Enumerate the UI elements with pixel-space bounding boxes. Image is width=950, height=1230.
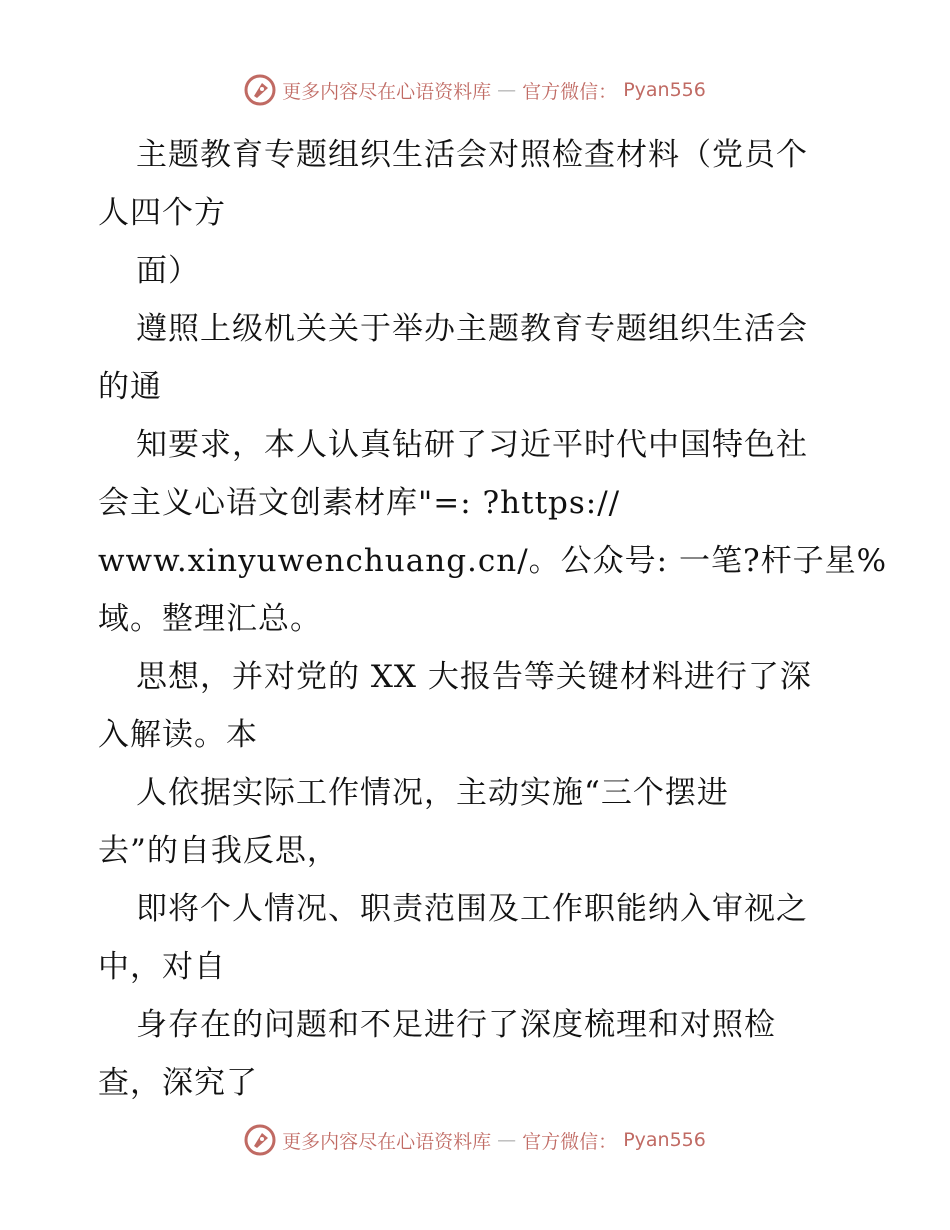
watermark-wechat-id: Pyan556 xyxy=(623,1129,706,1151)
watermark-brand-text: 更多内容尽在心语资料库 xyxy=(282,1130,492,1153)
doc-line: 知要求，本人认真钻研了习近平时代中国特色社 xyxy=(136,427,808,463)
watermark-banner-bottom xyxy=(0,1120,950,1160)
doc-line: 人依据实际工作情况，主动实施“三个摆进 xyxy=(136,775,729,811)
watermark-wechat-label: 官方微信： xyxy=(522,1130,618,1153)
doc-line-title-2: 人四个方 xyxy=(98,195,226,231)
doc-line-title-3: 面） xyxy=(136,253,200,289)
doc-line-url: www.xinyuwenchuang.cn/。公众号: 一笔?杆子星% xyxy=(98,543,888,579)
doc-line: 中，对自 xyxy=(98,949,226,985)
watermark-separator: — xyxy=(497,1129,517,1151)
doc-line: 思想，并对党的 XX 大报告等关键材料进行了深 xyxy=(136,659,812,695)
watermark-separator: — xyxy=(497,79,517,101)
doc-line: 入解读。本 xyxy=(98,717,258,753)
watermark-wechat-label: 官方微信： xyxy=(522,80,618,103)
fountain-pen-nib-icon xyxy=(244,1124,276,1156)
watermark-wechat-id: Pyan556 xyxy=(623,79,706,101)
fountain-pen-nib-icon xyxy=(244,74,276,106)
document-body xyxy=(98,126,888,1112)
doc-line: 查，深究了 xyxy=(98,1065,258,1101)
doc-line: 的通 xyxy=(98,369,162,405)
doc-line: 身存在的问题和不足进行了深度梳理和对照检 xyxy=(136,1007,776,1043)
watermark-banner-top xyxy=(0,70,950,110)
watermark-brand-text: 更多内容尽在心语资料库 xyxy=(282,80,492,103)
doc-line: 会主义心语文创素材库"=: ?https:// xyxy=(98,485,621,521)
doc-line: 即将个人情况、职责范围及工作职能纳入审视之 xyxy=(136,891,808,927)
doc-line: 去”的自我反思， xyxy=(98,833,339,869)
doc-line: 遵照上级机关关于举办主题教育专题组织生活会 xyxy=(136,311,808,347)
doc-line-title-1: 主题教育专题组织生活会对照检查材料（党员个 xyxy=(136,137,808,173)
doc-line: 域。整理汇总。 xyxy=(98,601,322,637)
